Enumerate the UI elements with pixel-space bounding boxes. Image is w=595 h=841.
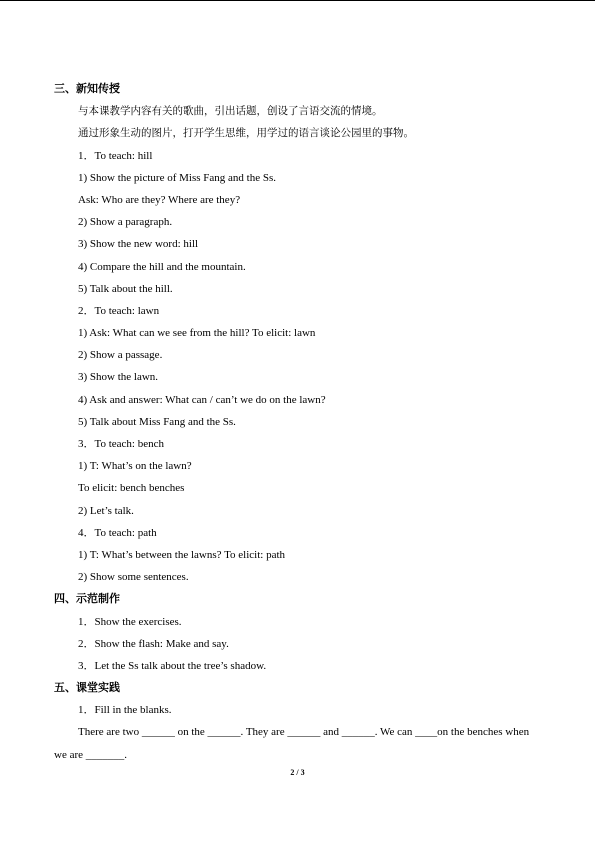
list-item: 4) Compare the hill and the mountain.: [78, 260, 246, 273]
list-item: 3) Show the lawn.: [78, 371, 159, 384]
list-item: 1) Ask: What can we see from the hill? To elicit: lawn: [78, 327, 316, 340]
section-title-practice: 五、课堂实践: [54, 681, 120, 695]
list-item: 5) Talk about the hill.: [78, 282, 173, 295]
list-item: Ask: Who are they? Where are they?: [78, 193, 241, 206]
list-item: 1) T: What’s between the lawns? To elicit: path: [78, 548, 286, 561]
section-intro-text: 与本课教学内容有关的歌曲，引出话题，创设了言语交流的情境。: [78, 105, 383, 118]
list-item: 1) Show the picture of Miss Fang and the Ss.: [78, 171, 276, 184]
list-item: 2．Show the flash: Make and say.: [78, 637, 229, 650]
list-item: 5) Talk about Miss Fang and the Ss.: [78, 415, 236, 428]
page-number: 2 / 3: [290, 768, 305, 777]
list-item: 3) Show the new word: hill: [78, 238, 199, 251]
section-intro-text: 通过形象生动的图片，打开学生思维，用学过的语言谈论公园里的事物。: [78, 127, 414, 140]
list-item: 1．Show the exercises.: [78, 615, 182, 628]
list-item: 1) T: What’s on the lawn?: [78, 460, 192, 473]
list-item: 2) Let’s talk.: [78, 504, 134, 517]
list-item: 2) Show a paragraph.: [78, 216, 173, 229]
list-item: 1．To teach: hill: [78, 149, 153, 162]
list-item: 3．To teach: bench: [78, 438, 164, 450]
document-body: [54, 78, 544, 766]
list-item: 2) Show some sentences.: [78, 571, 189, 584]
section-title-new-knowledge: 三、新知传授: [54, 82, 120, 95]
list-item: 4．To teach: path: [78, 526, 157, 539]
list-item: To elicit: bench benches: [78, 482, 185, 495]
header-rule: [0, 0, 595, 1]
list-item: 4) Ask and answer: What can / can’t we do on the lawn?: [78, 393, 326, 406]
section-title-demonstration: 四、示范制作: [54, 592, 120, 606]
list-item: 3．Let the Ss talk about the tree’s shadow.: [78, 659, 267, 672]
list-item: 1．Fill in the blanks.: [78, 704, 172, 717]
list-item: 2) Show a passage.: [78, 349, 163, 362]
fill-in-blanks-paragraph: There are two ______ on the ______. They are ______ and ______. We can ____on the benches when we are _______.: [54, 726, 530, 761]
list-item: 2．To teach: lawn: [78, 304, 160, 317]
